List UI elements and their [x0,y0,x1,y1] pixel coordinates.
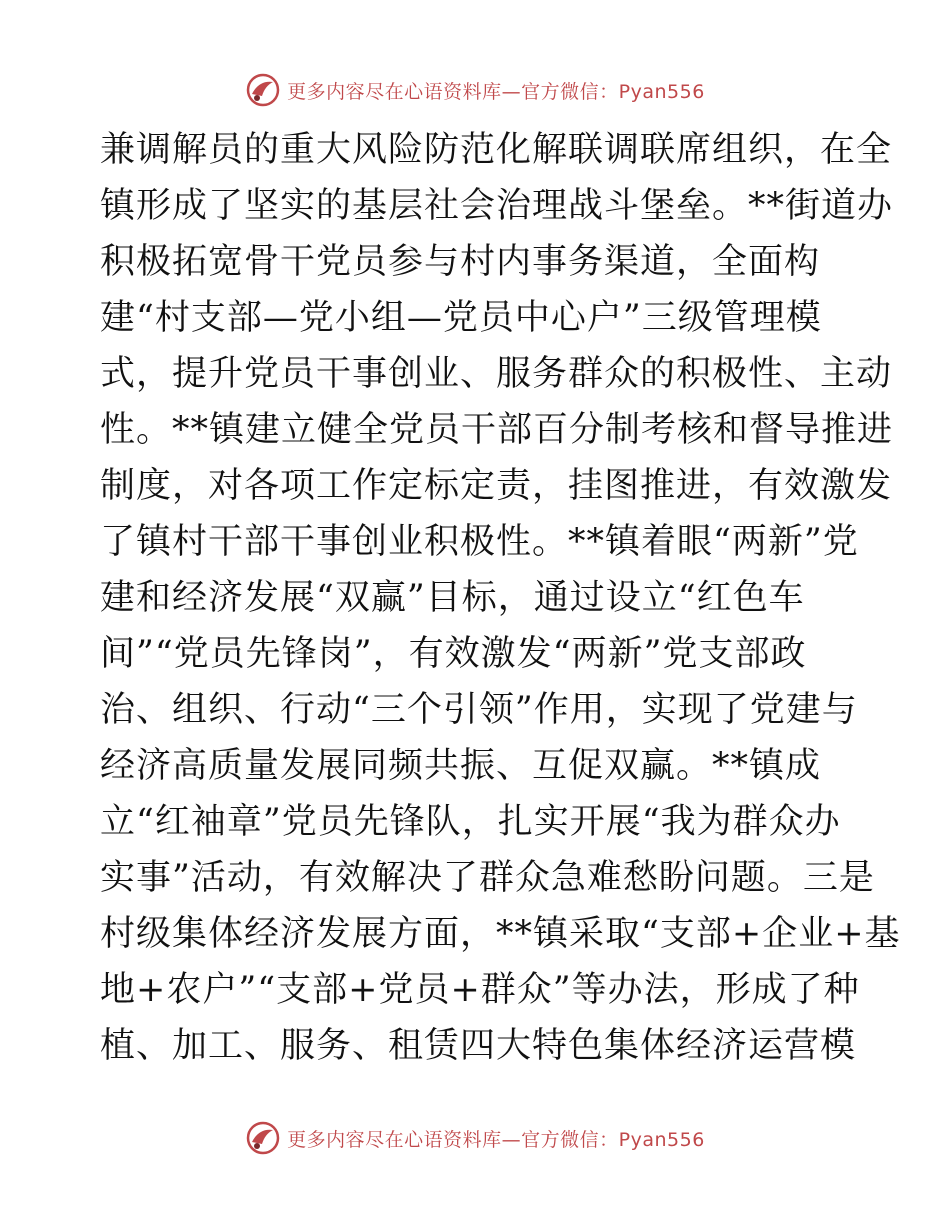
document-body [100,122,901,1074]
body-line: 制度，对各项工作定标定责，挂图推进，有效激发 [100,466,893,506]
body-line: 镇形成了坚实的基层社会治理战斗堡垒。**街道办 [100,186,894,226]
body-line: 了镇村干部干事创业积极性。**镇着眼“两新”党 [100,522,859,562]
brand-logo-icon [245,72,281,108]
body-line: 植、加工、服务、租赁四大特色集体经济运营模 [100,1026,857,1066]
brand-logo-icon [245,1120,281,1156]
body-line: 立“红袖章”党员先锋队，扎实开展“我为群众办 [100,802,841,842]
body-line: 地+农户”“支部+党员+群众”等办法，形成了种 [100,970,860,1010]
body-line: 性。**镇建立健全党员干部百分制考核和督导推进 [100,410,894,450]
body-line: 实事”活动，有效解决了群众急难愁盼问题。三是 [100,858,875,898]
body-line: 经济高质量发展同频共振、互促双赢。**镇成 [100,746,822,786]
body-line: 村级集体经济发展方面，**镇采取“支部+企业+基 [100,914,901,954]
body-line: 间”“党员先锋岗”，有效激发“两新”党支部政 [100,634,807,674]
body-line: 建“村支部—党小组—党员中心户”三级管理模 [100,298,822,338]
header-watermark-banner [0,70,950,110]
body-line: 建和经济发展“双赢”目标，通过设立“红色车 [100,578,805,618]
body-line: 积极拓宽骨干党员参与村内事务渠道，全面构 [100,242,821,282]
body-line: 兼调解员的重大风险防范化解联调联席组织，在全 [100,130,893,170]
watermark-text: 更多内容尽在心语资料库—官方微信：Pyan556 [287,80,705,103]
body-line: 式，提升党员干事创业、服务群众的积极性、主动 [100,354,893,394]
footer-watermark-banner [0,1118,950,1158]
watermark-text: 更多内容尽在心语资料库—官方微信：Pyan556 [287,1128,705,1151]
body-line: 治、组织、行动“三个引领”作用，实现了党建与 [100,690,858,730]
